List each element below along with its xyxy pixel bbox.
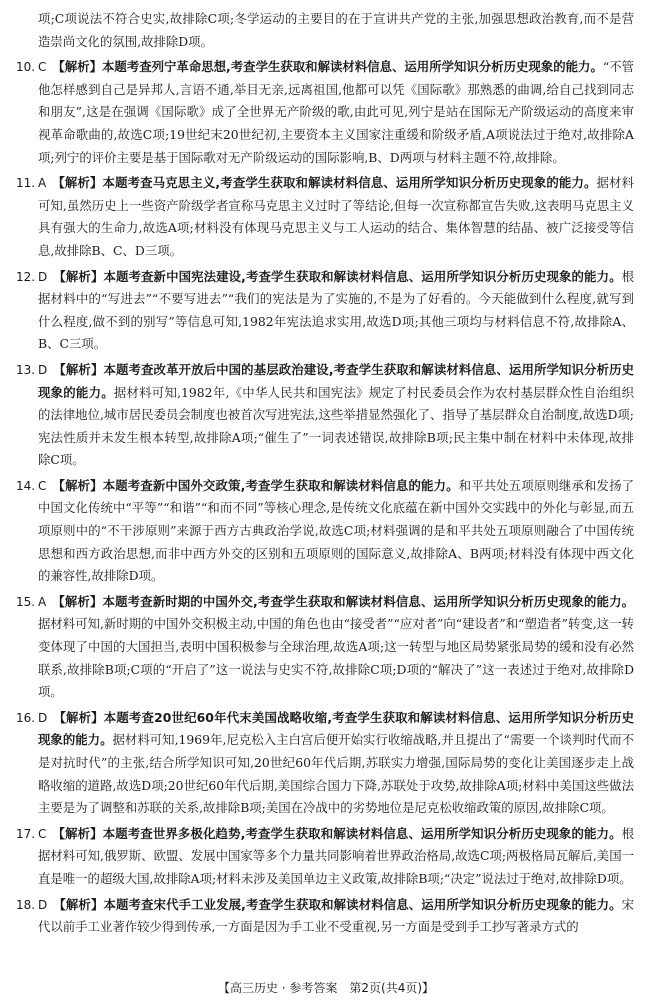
analysis-body: “不管他怎样感到自己是异邦人,言语不通,举目无亲,远离祖国,他都可以凭《国际歌》那熟悉的曲调,给自己找到同志和朋友”,这是在强调《国际歌》成了全世界无产阶级的歌,由此可见,列宁是站在国际无产阶级运动的高度来审视革命歌曲的,故选C项;19世纪末20世纪初,主要资本主义国家注重缓和阶级矛盾,A项说法过于绝对,故排除A项;列宁的评价主要是基于国际歌对无产阶级运动的国际影响,B、D两项与材料主题不符,故排除。 xyxy=(38,59,634,165)
question-number: 10. xyxy=(16,60,36,75)
answer-option: C xyxy=(38,478,47,493)
question-number: 14. xyxy=(16,478,36,493)
analysis-body: 宋代以前手工业著作较少得到传承,一方面是因为手工业不受重视,另一方面是受到手工抄写著录方式的 xyxy=(38,896,634,935)
analysis-lead: 本题考查新中国外交政策,考查学生获取和解读材料信息的能力。 xyxy=(102,477,459,493)
analysis-tag: 【解析】 xyxy=(52,825,103,841)
answer-item xyxy=(18,707,634,820)
analysis-lead: 本题考查宋代手工业发展,考查学生获取和解读材料信息、运用所学知识分析历史现象的能力。 xyxy=(103,896,622,912)
analysis-tag: 【解析】 xyxy=(52,477,103,493)
answer-option: D xyxy=(38,362,48,377)
answer-item xyxy=(18,591,634,704)
analysis-tag: 【解析】 xyxy=(52,593,103,609)
question-number: 13. xyxy=(16,362,36,377)
analysis-tag: 【解析】 xyxy=(52,175,103,191)
question-number: 16. xyxy=(16,710,36,725)
analysis-body: 据材料可知,虽然历史上一些资产阶级学者宣称马克思主义过时了等结论,但每一次宣称都宣告失败,这表明马克思主义具有强大的生命力,故选A项;材料没有体现马克思主义与工人运动的结合、集体智慧的结晶、被广泛接受等信息,故排除B、C、D三项。 xyxy=(38,175,635,258)
answer-item xyxy=(18,823,634,891)
question-number: 11. xyxy=(16,176,36,191)
answer-item xyxy=(18,172,634,262)
analysis-body: 据材料可知,1982年,《中华人民共和国宪法》规定了村民委员会作为农村基层群众性自治组织的法律地位,城市居民委员会制度也被首次写进宪法,这些举措显然强化了、指导了基层群众自治制度,故选D项;宪法性质并未发生根本转型,故排除A项;“催生了”一词表述错误,故排除B项;民主集中制在材料中未体现,故排除C项。 xyxy=(38,384,635,468)
answer-item xyxy=(18,894,634,939)
analysis-lead: 本题考查世界多极化趋势,考查学生获取和解读材料信息、运用所学知识分析历史现象的能力。 xyxy=(102,825,622,841)
analysis-body: 根据材料中的“写进去”“不要写进去”“我们的宪法是为了实施的,不是为了好看的。今天能做到什么程度,就写到什么程度,做不到的别写”等信息可知,1982年宪法追求实用,故选D项;其他三项均与材料信息不符,故排除A、B、C三项。 xyxy=(38,268,634,352)
question-number: 17. xyxy=(16,826,36,841)
analysis-tag: 【解析】 xyxy=(53,709,104,725)
analysis-lead: 本题考查20世纪60年代末美国战略收缩,考查学生获取和解读材料信息、运用所学知识分析历史现象的能力。 xyxy=(38,709,634,748)
analysis-lead: 本题考查改革开放后中国的基层政治建设,考查学生获取和解读材料信息、运用所学知识分析历史现象的能力。 xyxy=(38,361,634,400)
analysis-lead: 本题考查新时期的中国外交,考查学生获取和解读材料信息、运用所学知识分析历史现象的能力。 xyxy=(102,593,634,609)
analysis-body: 根据材料可知,俄罗斯、欧盟、发展中国家等多个力量共同影响着世界政治格局,故选C项;两极格局瓦解后,美国一直是唯一的超级大国,故排除A项;材料未涉及美国单边主义政策,故排除B项;“决定”说法过于绝对,故排除D项。 xyxy=(38,825,635,886)
analysis-lead: 本题考查马克思主义,考查学生获取和解读材料信息、运用所学知识分析历史现象的能力。 xyxy=(102,175,597,191)
answer-list xyxy=(18,56,634,939)
answer-item xyxy=(18,56,634,169)
analysis-body: 据材料可知,新时期的中国外交积极主动,中国的角色也由“接受者”“应对者”向“建设者”和“塑造者”转变,这一转变体现了中国的大国担当,表明中国积极参与全球治理,故选A项;这一转型与地区局势紧张局势的缓和没有必然联系,故排除B项;C项的“开启了”这一说法与史实不符,故排除C项;D项的“解决了”这一表述过于绝对,故排除D项。 xyxy=(38,616,634,700)
analysis-lead: 本题考查列宁革命思想,考查学生获取和解读材料信息、运用所学知识分析历史现象的能力。 xyxy=(102,59,603,75)
analysis-tag: 【解析】 xyxy=(53,361,104,377)
answer-option: D xyxy=(38,269,48,284)
analysis-body: 据材料可知,1969年,尼克松入主白宫后便开始实行收缩战略,并且提出了“需要一个谈判时代而不是对抗时代”的主张,结合所学知识可知,20世纪60年代后期,苏联实力增强,国际局势的变化让美国逐步走上战略收缩的道路,故选D项;20世纪60年代后期,美国综合国力下降,苏联处于攻势,故排除A项;材料中美国这些做法主要是为了调整和苏联的关系,故排除B项;美国在冷战中的劣势地位是尼克松收缩政策的原因,故排除C项。 xyxy=(38,732,635,816)
analysis-tag: 【解析】 xyxy=(52,59,103,75)
question-number: 15. xyxy=(16,594,36,609)
analysis-tag: 【解析】 xyxy=(53,896,104,912)
answer-option: C xyxy=(38,826,47,841)
answer-option: A xyxy=(38,176,47,191)
analysis-tag: 【解析】 xyxy=(53,268,104,284)
answer-item xyxy=(18,359,634,472)
answer-option: D xyxy=(38,897,48,912)
analysis-body: 和平共处五项原则继承和发扬了中国文化传统中“平等”“和谐”“和而不同”等核心理念,是传统文化底蕴在新中国外交实践中的外化与彰显,而五项原则中的“不干涉原则”来源于西方古典政治学说,故选C项;材料强调的是和平共处五项原则融合了中国传统思想和西方政治思想,而非中西方外交的区别和五项原则的国际意义,故排除A、B两项;材料没有体现中西文化的兼容性,故排除D项。 xyxy=(38,477,635,584)
question-number: 12. xyxy=(16,269,36,284)
answer-item xyxy=(18,266,634,356)
analysis-lead: 本题考查新中国宪法建设,考查学生获取和解读材料信息、运用所学知识分析历史现象的能力。 xyxy=(103,268,622,284)
continued-paragraph: 项;C项说法不符合史实,故排除C项;冬学运动的主要目的在于宣讲共产党的主张,加强思想政治教育,而不是营造崇尚文化的氛围,故排除D项。 xyxy=(38,11,634,49)
answer-item xyxy=(18,475,634,588)
answer-option: A xyxy=(38,594,47,609)
page-footer: 【高三历史 · 参考答案 第2页(共4页)】 xyxy=(217,981,435,995)
answer-option: C xyxy=(38,60,47,75)
answer-option: D xyxy=(38,710,48,725)
question-number: 18. xyxy=(16,897,36,912)
